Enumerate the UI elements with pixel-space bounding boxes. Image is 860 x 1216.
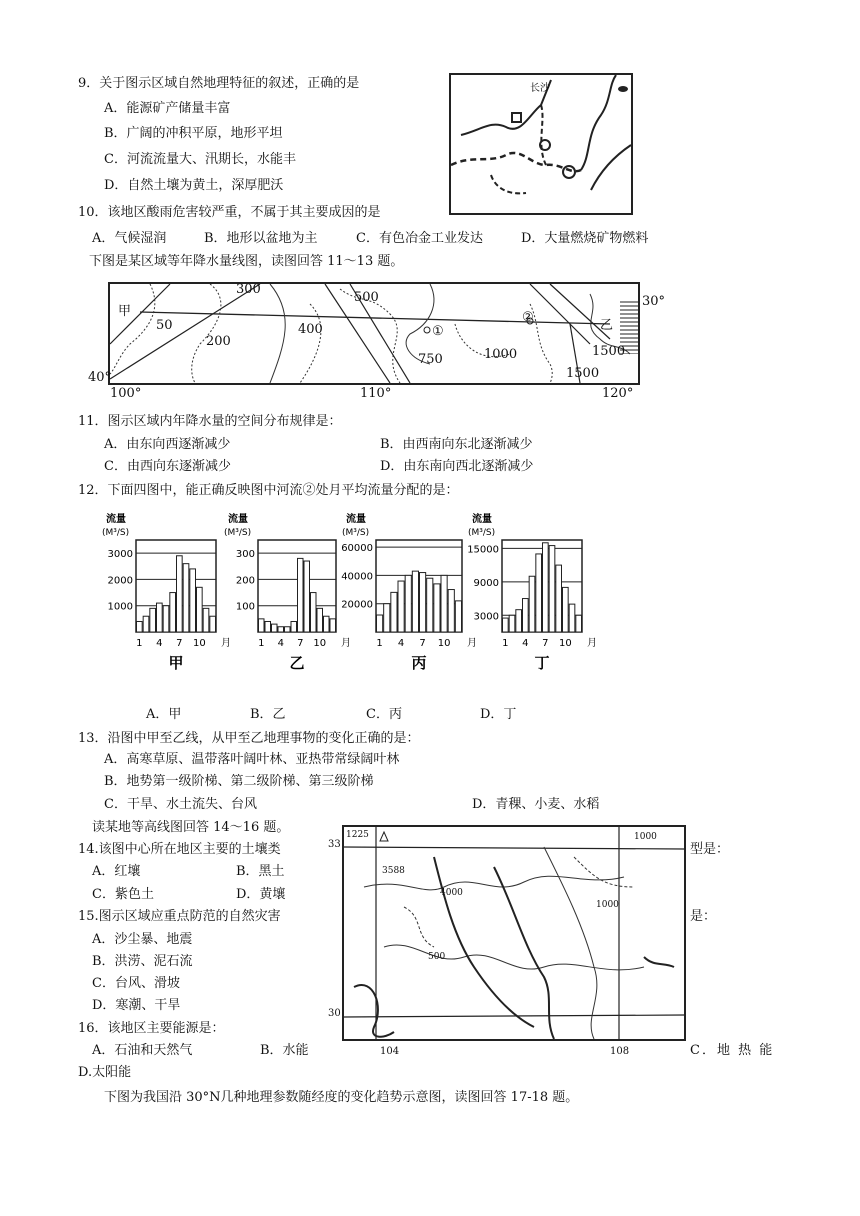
q13-option-c: C．干旱、水土流失、台风 (104, 797, 257, 812)
chart-bar (137, 621, 143, 632)
chart-ytick: 1000 (107, 601, 133, 613)
chart-ylabel: (M³/S) (468, 528, 496, 538)
chart-bar (536, 554, 542, 632)
chart-xtick: 7 (297, 638, 304, 649)
chart-bar (503, 618, 509, 632)
q13-stem: 13．沿图中甲至乙线，从甲至乙地理事物的变化正确的是： (78, 731, 420, 746)
q16-option-b: B．水能 (260, 1043, 309, 1058)
chart-bar (529, 576, 535, 632)
contour-label-1225: 1225 (346, 830, 369, 840)
contour-label-400: 400 (298, 322, 323, 337)
q14-stem-a: 14.该图中心所在地区主要的土壤类 (78, 842, 281, 857)
q16-option-a: A．石油和天然气 (92, 1043, 193, 1058)
chart-ytick: 60000 (341, 543, 373, 555)
chart-name: 甲 (168, 654, 184, 672)
q13-option-a: A．高寒草原、温带落叶阔叶林、亚热带常绿阔叶林 (104, 752, 400, 767)
chart-title: 流量 (472, 514, 492, 525)
chart-title: 流量 (228, 514, 248, 525)
contour-label-1000-mid: 1000 (596, 900, 619, 910)
contour-label-300: 300 (236, 282, 261, 297)
chart-bar (549, 546, 555, 632)
q13-option-d: D．青稞、小麦、水稻 (472, 797, 600, 812)
chart-title: 流量 (346, 514, 366, 525)
q15-stem-b: 是： (690, 909, 717, 924)
chart-ytick: 100 (235, 601, 255, 613)
chart-bar (163, 606, 169, 632)
chart-ylabel: (M³/S) (342, 528, 370, 538)
q12-option-c: C．丙 (366, 707, 402, 722)
q12-option-a: A．甲 (146, 707, 182, 722)
flow-chart-3 (457, 510, 602, 670)
chart-bar (265, 621, 271, 632)
chart-ytick: 3000 (107, 549, 133, 561)
point-yi: 乙 (600, 318, 614, 333)
chart-xtick: 月 (587, 638, 597, 649)
chart-bar (324, 616, 330, 632)
chart-ytick: 2000 (107, 575, 133, 587)
chart-xtick: 月 (221, 638, 231, 649)
lat-30: 30° (642, 294, 666, 309)
chart-bar (569, 604, 575, 632)
lon-120: 120° (602, 386, 634, 401)
lon-110: 110° (360, 386, 392, 401)
chart-xtick: 4 (277, 638, 284, 649)
chart-bar (298, 558, 304, 632)
chart-bar (398, 581, 404, 632)
chart-bar (143, 616, 149, 632)
q9-option-c: C．河流流量大、汛期长，水能丰 (104, 152, 296, 167)
chart-bar (523, 599, 529, 632)
q10-option-a: A．气候湿润 (92, 231, 167, 246)
q12-option-d: D．丁 (480, 707, 517, 722)
q14-option-d: D．黄壤 (236, 887, 286, 902)
chart-ytick: 40000 (341, 571, 373, 583)
chart-bar (291, 621, 297, 632)
peak-3588: 3588 (382, 866, 405, 876)
chart-bar (391, 592, 397, 632)
chart-xtick: 7 (542, 638, 549, 649)
chart-bar (576, 615, 582, 632)
q11-option-a: A．由东向西逐渐减少 (104, 437, 231, 452)
chart-bar (183, 564, 189, 632)
chart-xtick: 7 (176, 638, 183, 649)
contour-map-drawing (344, 827, 684, 1039)
q15-option-c: C．台风、滑坡 (92, 976, 180, 991)
q10-stem: 10．该地区酸雨危害较严重，不属于其主要成因的是 (78, 205, 381, 220)
intro-11-13: 下图是某区域等年降水量线图，读图回答 11～13 题。 (89, 254, 404, 269)
lat-40: 40° (88, 370, 112, 385)
q12-stem: 12．下面四图中，能正确反映图中河流②处月平均流量分配的是： (78, 483, 459, 498)
q9-map-city-label: 长沙 (530, 83, 550, 94)
chart-bar (427, 578, 433, 632)
chart-bar (377, 615, 383, 632)
contour-label-500: 500 (354, 290, 379, 305)
chart-bar (157, 603, 163, 632)
q9-option-d: D．自然土壤为黄土，深厚肥沃 (104, 178, 284, 193)
chart-bar (311, 593, 317, 632)
chart-ylabel: (M³/S) (224, 528, 252, 538)
contour-lat-33: 33 (328, 839, 341, 850)
chart-bar (441, 575, 447, 632)
chart-xtick: 月 (341, 638, 351, 649)
chart-ytick: 15000 (467, 544, 499, 556)
chart-bar (556, 565, 562, 632)
q11-option-b: B．由西南向东北逐渐减少 (380, 437, 533, 452)
contour-label-4000: 4000 (440, 888, 463, 898)
point-2: ② (522, 310, 534, 325)
chart-xtick: 4 (522, 638, 529, 649)
q10-option-c: C．有色冶金工业发达 (356, 231, 483, 246)
chart-xtick: 4 (156, 638, 163, 649)
chart-title: 流量 (106, 514, 126, 525)
chart-bar (420, 573, 426, 632)
chart-bar (412, 571, 418, 632)
q11-option-c: C．由西向东逐渐减少 (104, 459, 231, 474)
lon-100: 100° (110, 386, 142, 401)
chart-xtick: 10 (558, 638, 572, 649)
contour-lon-104: 104 (380, 1046, 400, 1057)
q16-option-c: C．地 热 能 (690, 1043, 775, 1058)
chart-bar (405, 575, 411, 632)
q13-option-b: B．地势第一级阶梯、第二级阶梯、第三级阶梯 (104, 774, 374, 789)
chart-name: 丁 (534, 654, 550, 672)
q15-option-a: A．沙尘暴、地震 (92, 932, 193, 947)
intro-17-18: 下图为我国沿 30°N几种地理参数随经度的变化趋势示意图，读图回答 17-18 题。 (104, 1090, 579, 1105)
chart-xtick: 月 (467, 638, 477, 649)
chart-bar (272, 624, 278, 632)
contour-label-200: 200 (206, 334, 231, 349)
chart-xtick: 1 (376, 638, 383, 649)
chart-xtick: 10 (192, 638, 206, 649)
q14-option-b: B．黑土 (236, 864, 285, 879)
chart-bar (448, 590, 454, 632)
chart-xtick: 1 (258, 638, 265, 649)
chart-bar (190, 569, 196, 632)
chart-bar (516, 610, 522, 632)
contour-label-1000-top: 1000 (634, 832, 657, 842)
chart-bar (563, 587, 569, 632)
contour-label-1500b: 1500 (566, 366, 600, 381)
chart-ytick: 3000 (473, 611, 499, 623)
chart-bar (543, 543, 549, 632)
chart-ytick: 9000 (473, 577, 499, 589)
chart-ytick: 20000 (341, 599, 373, 611)
chart-xtick: 4 (397, 638, 405, 649)
contour-label-50: 50 (156, 318, 173, 333)
chart-ytick: 300 (235, 549, 255, 561)
contour-lat-30: 30 (328, 1008, 341, 1019)
q14-option-c: C．紫色土 (92, 887, 154, 902)
contour-label-750: 750 (418, 352, 443, 367)
q15-stem-a: 15.图示区域应重点防范的自然灾害 (78, 909, 281, 924)
q11-option-d: D．由东南向西北逐渐减少 (380, 459, 534, 474)
chart-xtick: 1 (136, 638, 143, 649)
chart-bar (384, 604, 390, 632)
q15-option-d: D．寒潮、干旱 (92, 998, 181, 1013)
q16-stem: 16．该地区主要能源是： (78, 1021, 225, 1036)
chart-bar (304, 561, 310, 632)
contour-map (342, 825, 686, 1041)
q9-region-map (449, 73, 633, 215)
q10-option-d: D．大量燃烧矿物燃料 (521, 231, 649, 246)
precipitation-map (108, 282, 640, 385)
q15-option-b: B．洪涝、泥石流 (92, 954, 193, 969)
chart-bar (509, 615, 515, 632)
chart-bar (203, 608, 209, 632)
contour-lon-108: 108 (610, 1046, 630, 1057)
q9-option-a: A．能源矿产储量丰富 (104, 101, 231, 116)
chart-ylabel: (M³/S) (102, 528, 130, 538)
chart-name: 丙 (411, 654, 427, 672)
contour-label-1000: 1000 (484, 347, 518, 362)
chart-bar (285, 627, 291, 632)
intro-14-16: 读某地等高线图回答 14～16 题。 (92, 820, 290, 835)
q14-stem-b: 型是： (690, 842, 730, 857)
q14-option-a: A．红壤 (92, 864, 141, 879)
q11-stem: 11．图示区域内年降水量的空间分布规律是： (78, 414, 342, 429)
q10-option-b: B．地形以盆地为主 (204, 231, 318, 246)
chart-xtick: 10 (437, 638, 451, 649)
chart-bar (150, 608, 156, 632)
chart-bar (177, 556, 183, 632)
q16-option-d: D.太阳能 (78, 1065, 132, 1080)
chart-bar (278, 627, 284, 632)
q12-option-b: B．乙 (250, 707, 286, 722)
q9-stem: 9．关于图示区域自然地理特征的叙述，正确的是 (78, 76, 360, 91)
contour-label-1500a: 1500 (592, 344, 626, 359)
chart-bar (317, 608, 323, 632)
chart-xtick: 7 (419, 638, 426, 649)
chart-xtick: 10 (313, 638, 327, 649)
chart-bar (259, 619, 265, 632)
chart-bar (197, 587, 203, 632)
point-1: ① (432, 324, 444, 339)
chart-name: 乙 (289, 654, 305, 672)
chart-bar (434, 584, 440, 632)
q9-option-b: B．广阔的冲积平原，地形平坦 (104, 126, 283, 141)
chart-xtick: 1 (502, 638, 509, 649)
contour-label-500: 500 (428, 952, 446, 962)
chart-ytick: 200 (235, 575, 255, 587)
chart-bar (170, 593, 176, 632)
point-jia: 甲 (118, 304, 132, 319)
